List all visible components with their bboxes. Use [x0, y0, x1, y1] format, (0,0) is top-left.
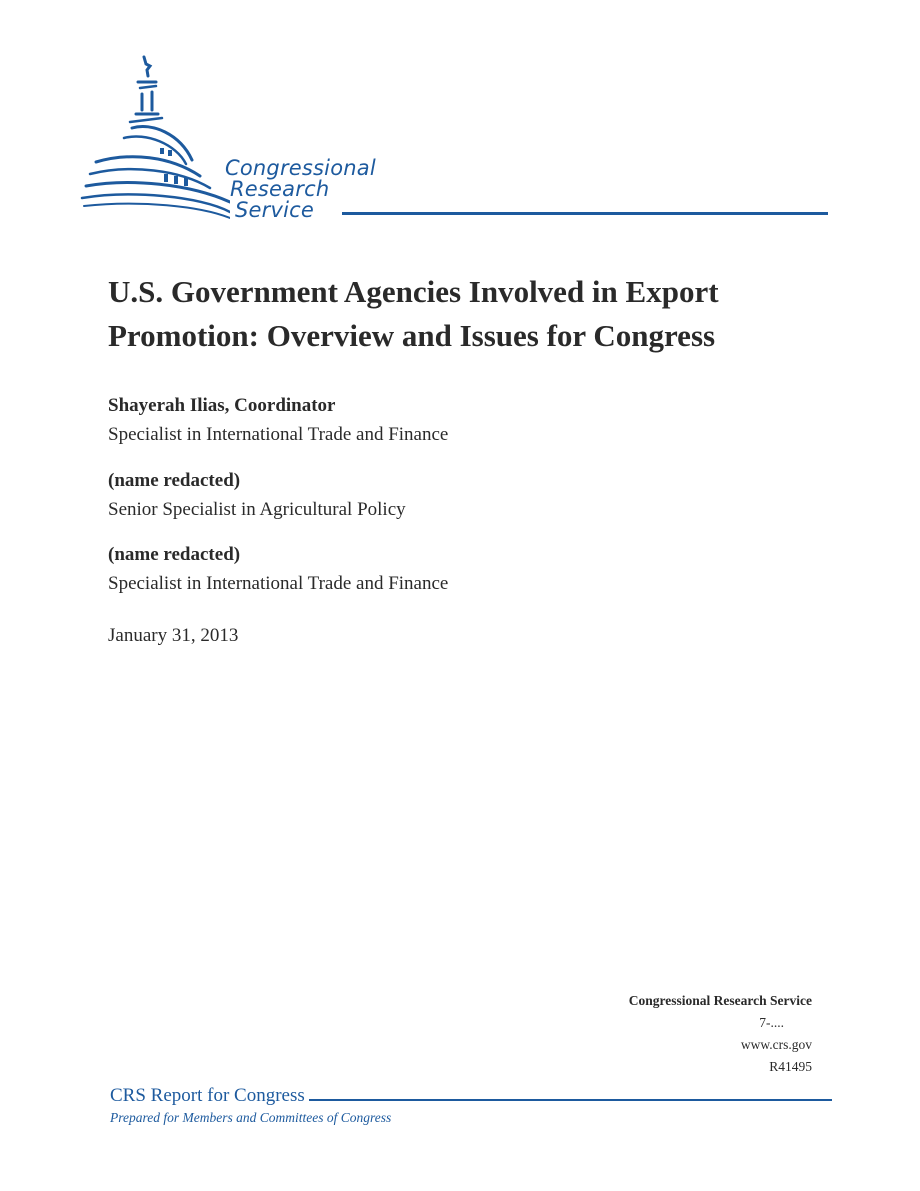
report-number: R41495	[769, 1059, 812, 1074]
capitol-dome-icon	[80, 52, 230, 227]
logo-rule	[342, 212, 828, 215]
footer	[110, 1085, 832, 1126]
logo-line-congressional: Congressional	[225, 156, 376, 180]
crs-website-link[interactable]: www.crs.gov	[740, 1037, 812, 1052]
report-date: January 31, 2013	[108, 625, 239, 646]
order-code: 7-....	[759, 1015, 784, 1030]
author-block	[108, 391, 448, 449]
footer-title: CRS Report for Congress	[110, 1085, 309, 1107]
author-role: Specialist in International Trade and Finance	[108, 424, 449, 445]
author-role: Specialist in International Trade and Finance	[108, 573, 449, 594]
author-name: Shayerah Ilias, Coordinator	[108, 395, 336, 416]
author-name: (name redacted)	[108, 470, 241, 491]
author-name: (name redacted)	[108, 544, 241, 565]
crs-org-name: Congressional Research Service	[628, 993, 812, 1008]
logo-line-research: Research	[230, 177, 330, 201]
crs-info-block	[629, 990, 812, 1078]
logo-line-service: Service	[235, 198, 315, 222]
author-role: Senior Specialist in Agricultural Policy	[108, 499, 406, 520]
report-title: U.S. Government Agencies Involved in Export Promotion: Overview and Issues for Congress	[108, 274, 719, 353]
footer-subtitle: Prepared for Members and Committees of Congress	[110, 1110, 392, 1125]
author-block	[108, 466, 406, 524]
crs-logo	[80, 52, 830, 227]
author-block	[108, 540, 448, 598]
